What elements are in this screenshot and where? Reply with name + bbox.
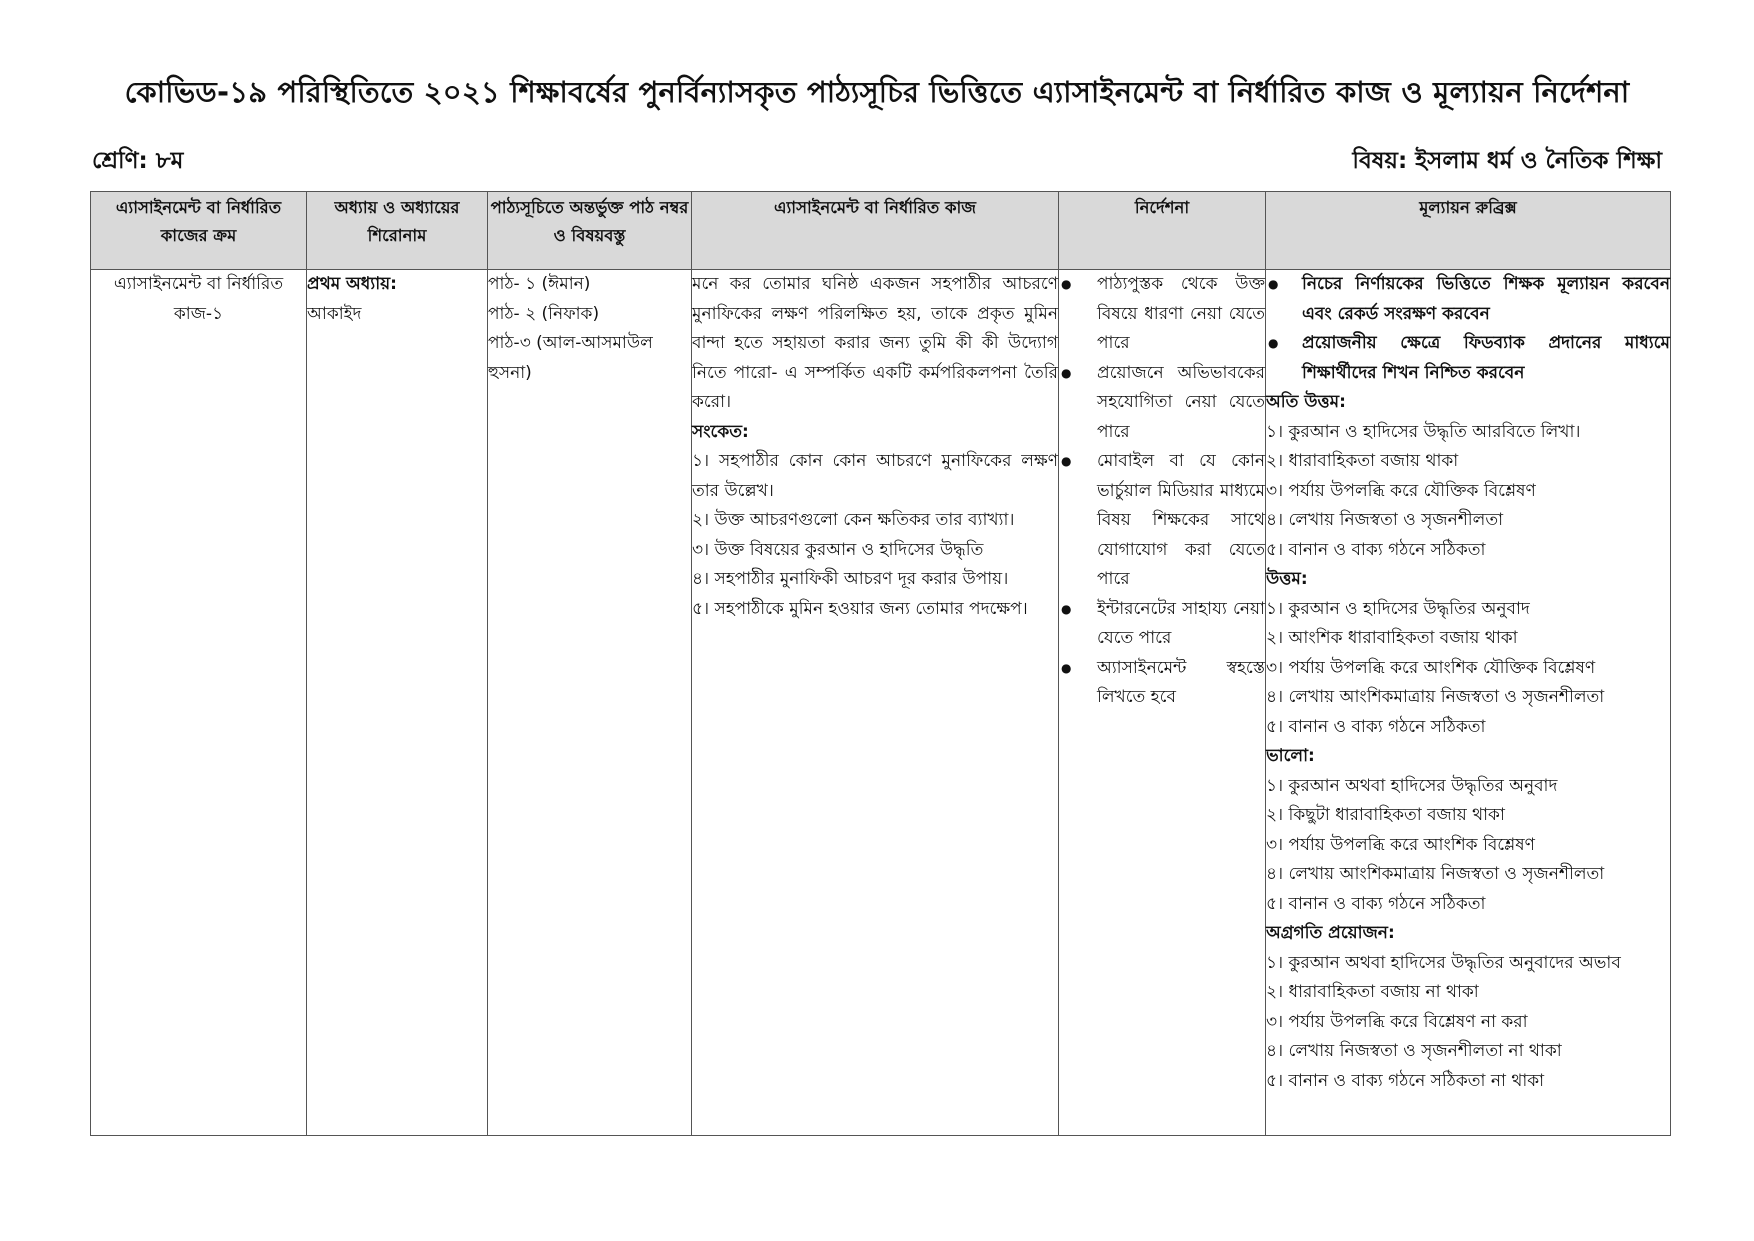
rubric-criterion: ৪। লেখায় নিজস্বতা ও সৃজনশীলতা না থাকা (1266, 1041, 1562, 1061)
rubric-criterion: ১। কুরআন অথবা হাদিসের উদ্ধৃতির অনুবাদ (1266, 775, 1558, 796)
table-header-row (91, 192, 1671, 270)
instruction-item: ● মোবাইল বা যে কোন ভার্চুয়াল মিডিয়ার মাধ্যমে বিষয় শিক্ষকের সাথে যোগাযোগ করা যেতে পারে (1059, 447, 1265, 595)
cell-lessons (488, 270, 692, 1136)
chapter-name: আকাইদ (307, 303, 362, 324)
assignment-table (90, 191, 1671, 1136)
header-chapter-title: অধ্যায় ও অধ্যায়ের শিরোনাম (307, 192, 488, 270)
rubric-criterion: ৩। পর্যায় উপলব্ধি করে আংশিক যৌক্তিক বিশ্লেষণ (1266, 657, 1596, 678)
rubric-criterion: ৫। বানান ও বাক্য গঠনে সঠিকতা (1266, 893, 1486, 914)
rubric-criterion: ৪। লেখায় আংশিকমাত্রায় নিজস্বতা ও সৃজনশীলতা (1266, 687, 1605, 707)
rubric-note: ● প্রয়োজনীয় ক্ষেত্রে ফিডব্যাক প্রদানের মাধ্যমে শিক্ষার্থীদের শিখন নিশ্চিত করবেন (1266, 329, 1670, 388)
table-row (91, 270, 1671, 1136)
instruction-item: ● অ্যাসাইনমেন্ট স্বহস্তে লিখতে হবে (1059, 654, 1265, 713)
rubric-criterion: ৪। লেখায় আংশিকমাত্রায় নিজস্বতা ও সৃজনশীলতা (1266, 864, 1605, 884)
rubric-criterion: ২। কিছুটা ধারাবাহিকতা বজায় থাকা (1266, 805, 1505, 825)
document-title: কোভিড-১৯ পরিস্থিতিতে ২০২১ শিক্ষাবর্ষের পুনর্বিন্যাসকৃত পাঠ্যসূচির ভিত্তিতে এ্যাসাইনমেন্ট বা নির্ধারিত কাজ ও মূল্যায়ন নির্দেশনা (124, 75, 1630, 109)
instruction-item: ● পাঠ্যপুস্তক থেকে উক্ত বিষয়ে ধারণা নেয়া যেতে পারে (1059, 270, 1265, 359)
rubric-criterion: ২। আংশিক ধারাবাহিকতা বজায় থাকা (1266, 628, 1518, 648)
instruction-item: ● প্রয়োজনে অভিভাবকের সহযোগিতা নেয়া যেতে পারে (1059, 359, 1265, 448)
task-text: মনে কর তোমার ঘনিষ্ঠ একজন সহপাঠীর আচরণে মুনাফিকের লক্ষণ পরিলক্ষিত হয়, তাকে প্রকৃত মুমিন বান্দা হতে সহায়তা করার জন্য তুমি কী কী উদ্যোগ নিতে পারো- এ সম্পর্কিত একটি কর্মপরিকলপনা তৈরি করো। (692, 274, 1058, 412)
rubric-level-label: অতি উত্তম: (1266, 392, 1346, 412)
rubric-criterion: ৪। লেখায় নিজস্বতা ও সৃজনশীলতা (1266, 510, 1504, 530)
rubric-criterion: ৫। বানান ও বাক্য গঠনে সঠিকতা (1266, 716, 1486, 737)
rubric-criterion: ২। ধারাবাহিকতা বজায় না থাকা (1266, 982, 1479, 1002)
rubric-criterion: ১। কুরআন ও হাদিসের উদ্ধৃতির অনুবাদ (1266, 598, 1530, 619)
header-rubrics: মূল্যায়ন রুব্রিক্স (1266, 192, 1671, 270)
cell-task (692, 270, 1059, 1136)
rubric-criterion: ১। কুরআন অথবা হাদিসের উদ্ধৃতির অনুবাদের অভাব (1266, 952, 1621, 973)
chapter-heading: প্রথম অধ্যায়: (307, 274, 397, 294)
instructions-list (1059, 270, 1265, 713)
hint-item: ৩। উক্ত বিষয়ের কুরআন ও হাদিসের উদ্ধৃতি (692, 539, 984, 560)
rubric-level-label: উত্তম: (1266, 569, 1308, 589)
rubric-criterion: ৩। পর্যায় উপলব্ধি করে বিশ্লেষণ না করা (1266, 1011, 1528, 1032)
hint-item: ১। সহপাঠীর কোন কোন আচরণে মুনাফিকের লক্ষণ তার উল্লেখ। (692, 451, 1058, 501)
cell-instructions (1059, 270, 1266, 1136)
cell-chapter (307, 270, 488, 1136)
header-instructions: নির্দেশনা (1059, 192, 1266, 270)
header-assignment-order: এ্যাসাইনমেন্ট বা নির্ধারিত কাজের ক্রম (91, 192, 307, 270)
lesson-item: পাঠ- ২ (নিফাক) (488, 303, 600, 324)
subject-label: বিষয়: ইসলাম ধর্ম ও নৈতিক শিক্ষা (1352, 148, 1662, 174)
header-assignment-task: এ্যাসাইনমেন্ট বা নির্ধারিত কাজ (692, 192, 1059, 270)
class-label: শ্রেণি: ৮ম (92, 148, 184, 174)
hint-item: ৪। সহপাঠীর মুনাফিকী আচরণ দূর করার উপায়। (692, 569, 1009, 589)
rubric-level-label: ভালো: (1266, 746, 1315, 766)
header-lesson-content: পাঠ্যসূচিতে অন্তর্ভুক্ত পাঠ নম্বর ও বিষয়বস্তু (488, 192, 692, 270)
rubric-criterion: ১। কুরআন ও হাদিসের উদ্ধৃতি আরবিতে লিখা। (1266, 421, 1581, 442)
rubric-criterion: ৩। পর্যায় উপলব্ধি করে যৌক্তিক বিশ্লেষণ (1266, 480, 1536, 501)
rubric-notes (1266, 270, 1670, 388)
rubric-criterion: ২। ধারাবাহিকতা বজায় থাকা (1266, 451, 1459, 471)
rubric-criterion: ৫। বানান ও বাক্য গঠনে সঠিকতা (1266, 539, 1486, 560)
rubric-note: ● নিচের নির্ণায়কের ভিত্তিতে শিক্ষক মূল্যায়ন করবেন এবং রেকর্ড সংরক্ষণ করবেন (1266, 270, 1670, 329)
rubric-criterion: ৩। পর্যায় উপলব্ধি করে আংশিক বিশ্লেষণ (1266, 834, 1535, 855)
lesson-item: পাঠ- ১ (ঈমান) (488, 274, 591, 294)
hints-label: সংকেত: (692, 421, 749, 442)
rubric-criterion: ৫। বানান ও বাক্য গঠনে সঠিকতা না থাকা (1266, 1070, 1545, 1091)
hint-item: ৫। সহপাঠীকে মুমিন হওয়ার জন্য তোমার পদক্ষেপ। (692, 598, 1028, 619)
lesson-item: পাঠ-৩ (আল-আসমাউল হুসনা) (488, 333, 653, 383)
cell-assignment-no (91, 270, 307, 1136)
instruction-item: ● ইন্টারনেটের সাহায্য নেয়া যেতে পারে (1059, 595, 1265, 654)
rubric-level-label: অগ্রগতি প্রয়োজন: (1266, 923, 1395, 943)
assignment-no: এ্যাসাইনমেন্ট বা নির্ধারিত কাজ-১ (113, 274, 284, 324)
cell-rubrics (1266, 270, 1671, 1136)
hint-item: ২। উক্ত আচরণগুলো কেন ক্ষতিকর তার ব্যাখ্যা। (692, 510, 1015, 530)
